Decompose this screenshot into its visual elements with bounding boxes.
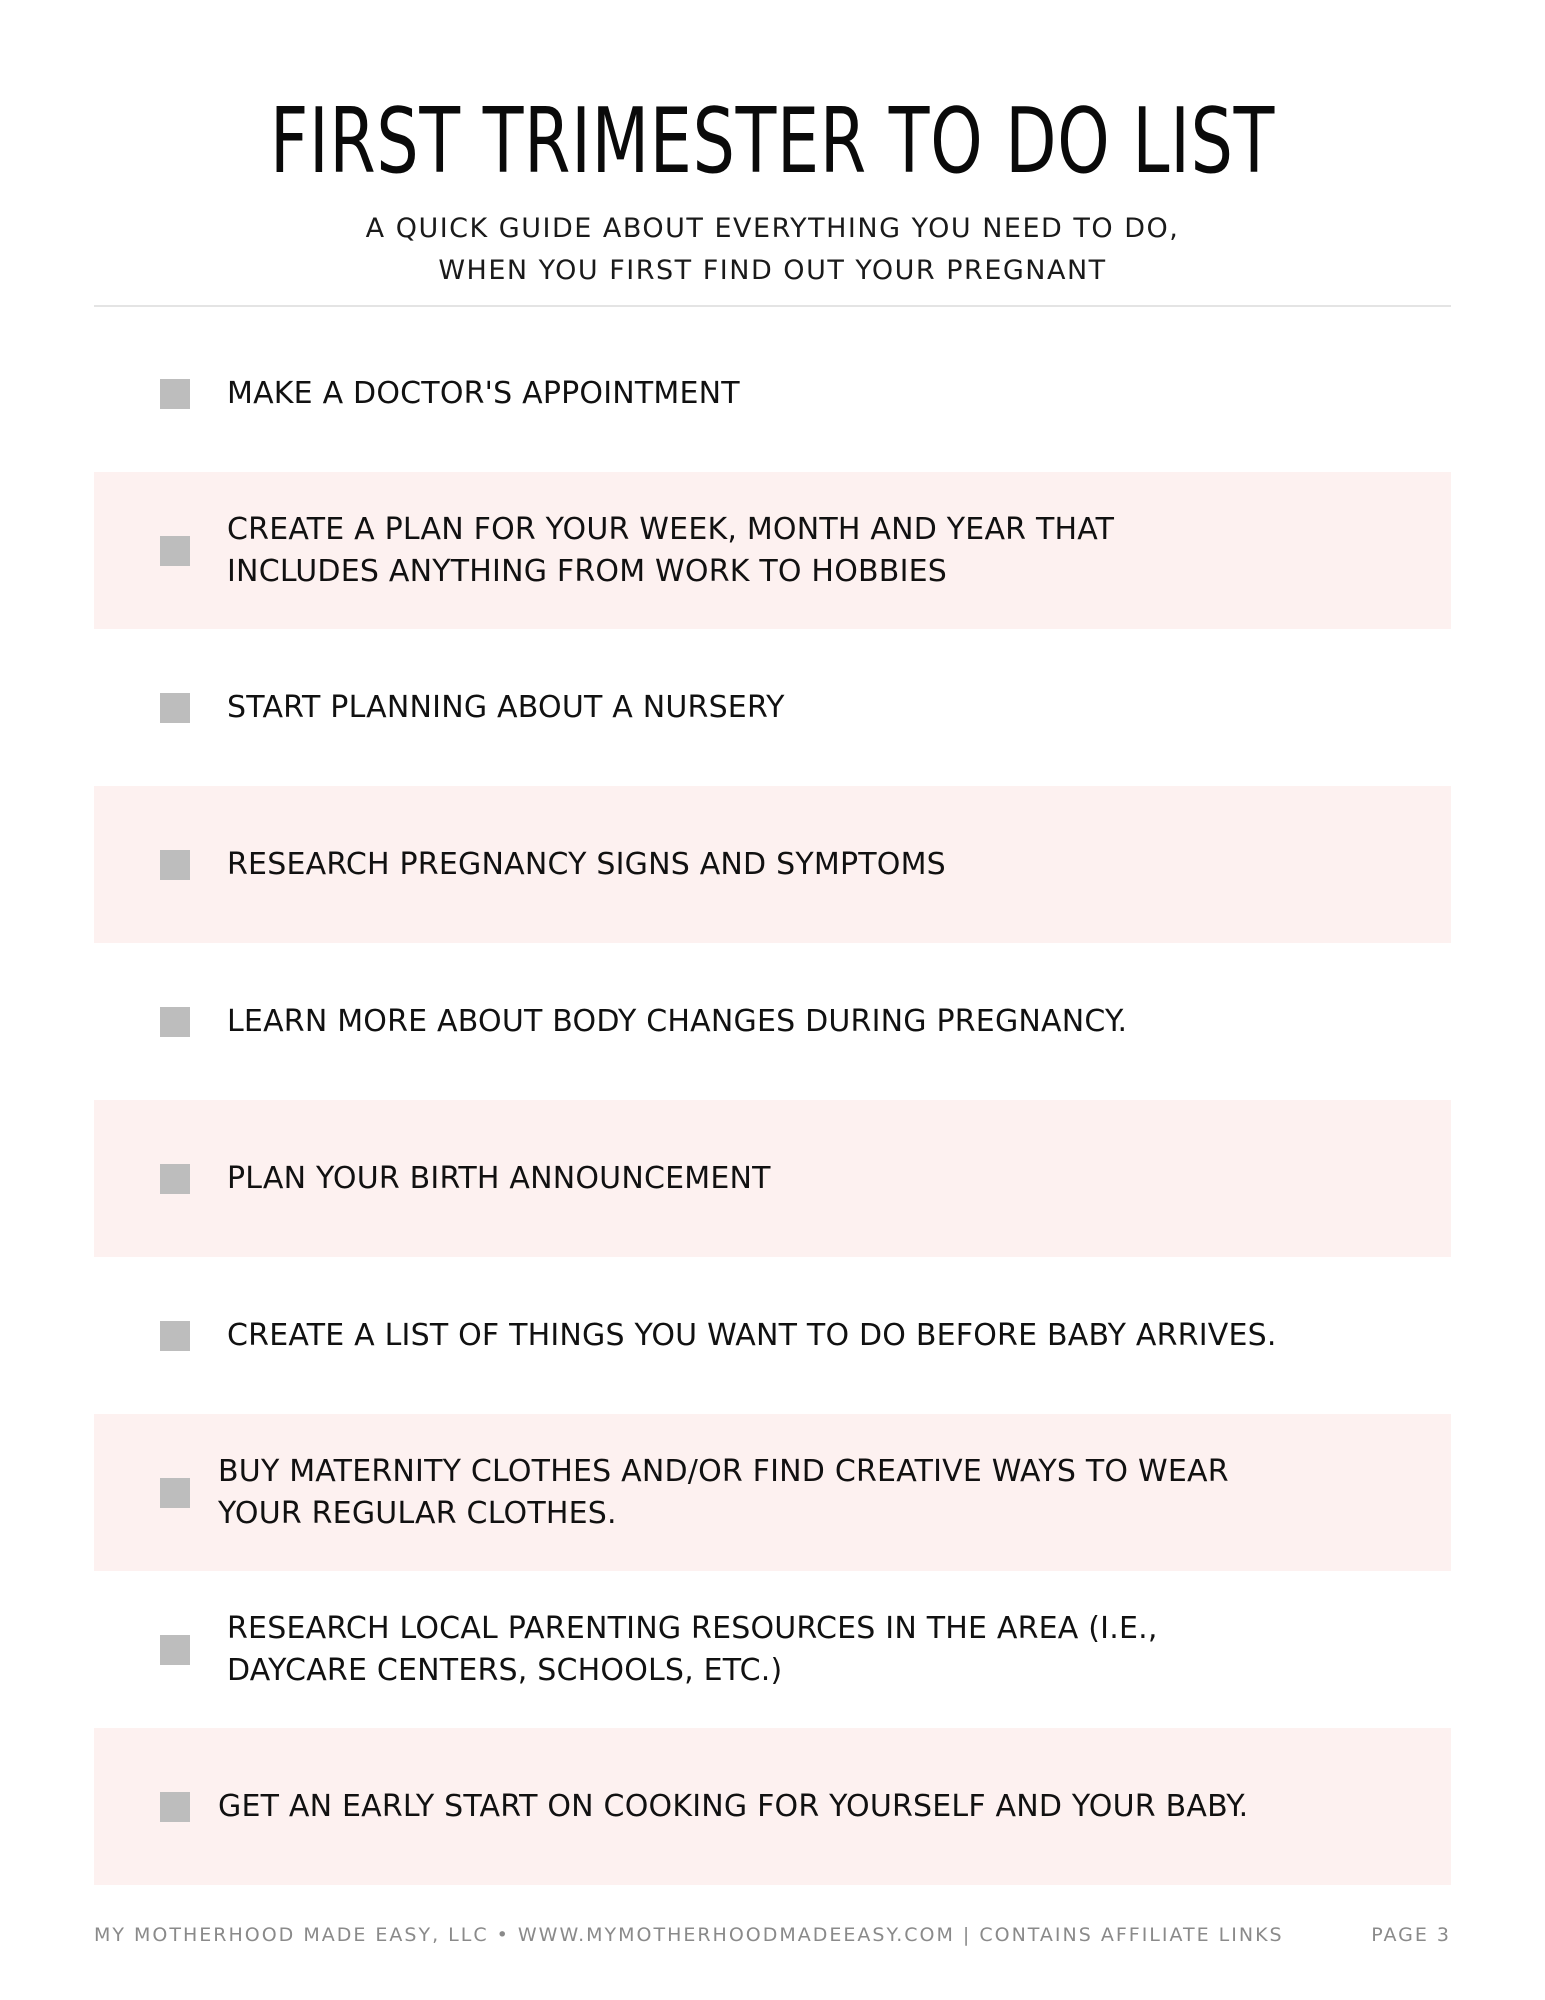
checkbox[interactable] <box>160 536 190 566</box>
checkbox[interactable] <box>160 1321 190 1351</box>
todo-label: CREATE A PLAN FOR YOUR WEEK, MONTH AND YEAR THAT INCLUDES ANYTHING FROM WORK TO HOBBIES <box>227 511 1115 589</box>
todo-item <box>94 1257 1451 1414</box>
todo-item <box>94 786 1451 943</box>
checkbox[interactable] <box>160 379 190 409</box>
header-divider <box>94 305 1451 307</box>
todo-label: RESEARCH PREGNANCY SIGNS AND SYMPTOMS <box>227 846 946 882</box>
checkbox[interactable] <box>160 1007 190 1037</box>
todo-label: START PLANNING ABOUT A NURSERY <box>227 689 785 725</box>
checkbox[interactable] <box>160 693 190 723</box>
page-title: FIRST TRIMESTER TO DO LIST <box>269 89 1276 194</box>
todo-label: MAKE A DOCTOR'S APPOINTMENT <box>227 375 740 411</box>
checkbox[interactable] <box>160 1164 190 1194</box>
todo-item <box>94 1414 1451 1571</box>
page-number: PAGE 3 <box>1371 1924 1451 1946</box>
checkbox[interactable] <box>160 850 190 880</box>
page-subtitle <box>0 208 1545 292</box>
todo-label: PLAN YOUR BIRTH ANNOUNCEMENT <box>227 1160 771 1196</box>
checkbox[interactable] <box>160 1792 190 1822</box>
todo-label: RESEARCH LOCAL PARENTING RESOURCES IN THE AREA (I.E., DAYCARE CENTERS, SCHOOLS, ETC.) <box>227 1610 1158 1688</box>
todo-item <box>94 1571 1451 1728</box>
todo-item <box>94 943 1451 1100</box>
checkbox[interactable] <box>160 1635 190 1665</box>
checkbox[interactable] <box>160 1478 190 1508</box>
todo-item <box>94 472 1451 629</box>
todo-label: CREATE A LIST OF THINGS YOU WANT TO DO BEFORE BABY ARRIVES. <box>227 1317 1277 1353</box>
todo-label: LEARN MORE ABOUT BODY CHANGES DURING PREGNANCY. <box>227 1003 1128 1039</box>
todo-item <box>94 315 1451 472</box>
todo-label: GET AN EARLY START ON COOKING FOR YOURSELF AND YOUR BABY. <box>218 1788 1249 1824</box>
subtitle-line-2: WHEN YOU FIRST FIND OUT YOUR PREGNANT <box>438 255 1107 286</box>
todo-item <box>94 629 1451 786</box>
todo-item <box>94 1100 1451 1257</box>
todo-item <box>94 1728 1451 1885</box>
subtitle-line-1: A QUICK GUIDE ABOUT EVERYTHING YOU NEED TO DO, <box>365 213 1180 244</box>
todo-label: BUY MATERNITY CLOTHES AND/OR FIND CREATIVE WAYS TO WEAR YOUR REGULAR CLOTHES. <box>218 1453 1229 1531</box>
footer-credits: MY MOTHERHOOD MADE EASY, LLC • WWW.MYMOTHERHOODMADEEASY.COM | CONTAINS AFFILIATE LINKS <box>94 1924 1284 1946</box>
